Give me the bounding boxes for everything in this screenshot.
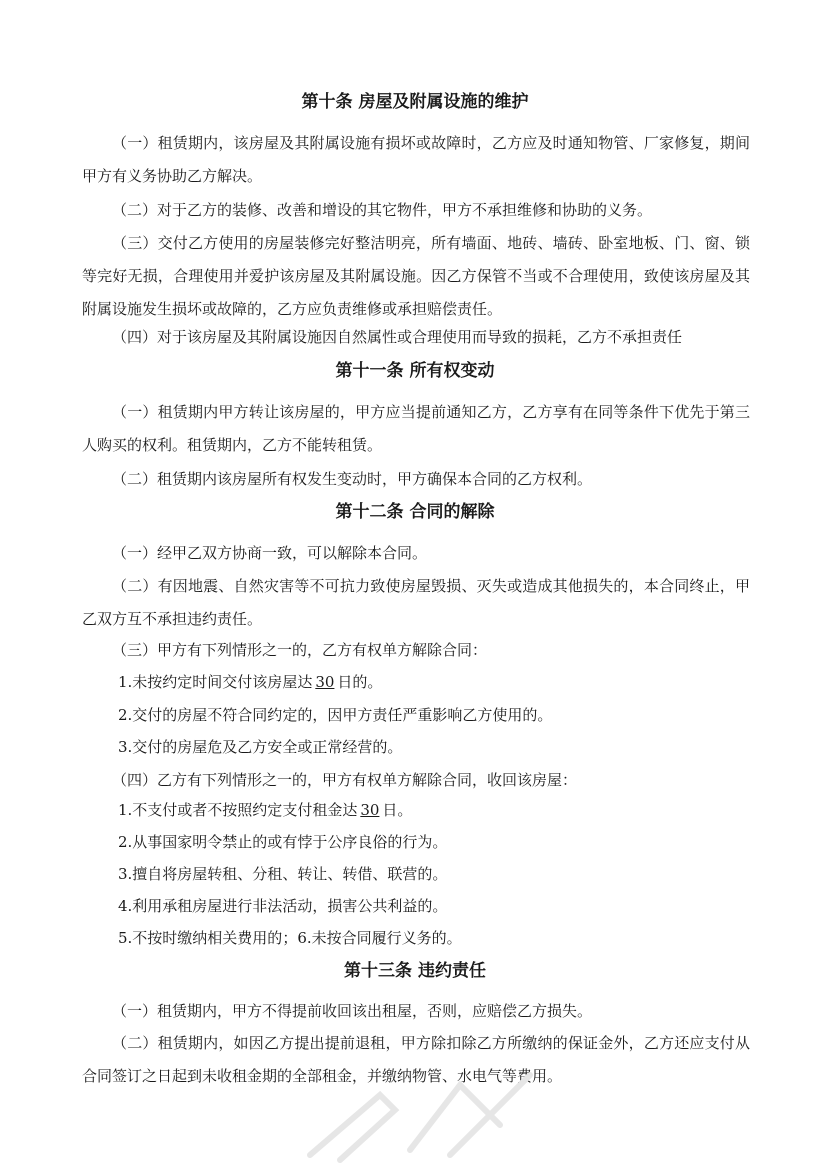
- section-12-clause-3: （三）甲方有下列情形之一的，乙方有权单方解除合同：: [112, 641, 488, 659]
- list-a-item-1-suffix: 日的。: [337, 673, 383, 691]
- list-b-item-1-text: 1.不支付或者不按照约定支付租金达: [118, 801, 358, 819]
- list-a-item-2: 2.交付的房屋不符合同约定的，因甲方责任严重影响乙方使用的。: [118, 706, 553, 724]
- section-12-title: 第十二条 合同的解除: [335, 502, 495, 522]
- section-10-clause-4: （四）对于该房屋及其附属设施因自然属性或合理使用而导致的损耗，乙方不承担责任: [112, 328, 683, 346]
- section-10-clause-1: （一）租赁期内，该房屋及其附属设施有损坏或故障时，乙方应及时通知物管、厂家修复，期间甲方有义务协助乙方解决。: [82, 134, 750, 185]
- section-11-title: 第十一条 所有权变动: [335, 361, 495, 381]
- section-12-clause-1: （一）经甲乙双方协商一致，可以解除本合同。: [112, 544, 428, 562]
- section-11-clause-2: （二）租赁期内该房屋所有权发生变动时，甲方确保本合同的乙方权利。: [112, 470, 593, 488]
- section-13-title: 第十三条 违约责任: [344, 961, 486, 981]
- section-13-clause-1: （一）租赁期内，甲方不得提前收回该出租屋，否则，应赔偿乙方损失。: [112, 1002, 593, 1020]
- list-b-item-1: [82, 794, 750, 827]
- section-12-clause-2: （二）有因地震、自然灾害等不可抗力致使房屋毁损、灭失或造成其他损失的，本合同终止，甲乙双方互不承担违约责任。: [82, 577, 750, 628]
- section-10-clause-2: （二）对于乙方的装修、改善和增设的其它物件，甲方不承担维修和协助的义务。: [112, 201, 653, 219]
- list-a-item-1-text: 1.未按约定时间交付该房屋达: [118, 673, 313, 691]
- section-11-clause-1: （一）租赁期内甲方转让该房屋的，甲方应当提前通知乙方，乙方享有在同等条件下优先于第三人购买的权利。租赁期内，乙方不能转租赁。: [82, 403, 750, 454]
- list-b-item-1-suffix: 日。: [382, 801, 413, 819]
- list-b-item-2: 2.从事国家明令禁止的或有悖于公序良俗的行为。: [118, 833, 448, 851]
- list-b-item-5: 5.不按时缴纳相关费用的；6.未按合同履行义务的。: [118, 929, 462, 947]
- section-10-clause-3: （三）交付乙方使用的房屋装修完好整洁明亮，所有墙面、地砖、墙砖、卧室地板、门、窗、锁等完好无损，合理使用并爱护该房屋及其附属设施。因乙方保管不当或不合理使用，致使该房屋及其附属设施发生损坏或故障的，乙方应负责维修或承担赔偿责任。: [82, 234, 750, 318]
- list-b-item-4: 4.利用承租房屋进行非法活动，损害公共利益的。: [118, 897, 448, 915]
- list-b-item-1-days: 30: [360, 801, 380, 819]
- list-a-item-1: [82, 666, 750, 699]
- list-a-item-1-days: 30: [315, 673, 335, 691]
- list-b-item-3: 3.擅自将房屋转租、分租、转让、转借、联营的。: [118, 865, 448, 883]
- list-a-item-3: 3.交付的房屋危及乙方安全或正常经营的。: [118, 738, 403, 756]
- section-10-title: 第十条 房屋及附属设施的维护: [301, 92, 529, 112]
- section-12-clause-4: （四）乙方有下列情形之一的，甲方有权单方解除合同，收回该房屋：: [112, 771, 578, 789]
- section-13-clause-2: （二）租赁期内，如因乙方提出提前退租，甲方除扣除乙方所缴纳的保证金外，乙方还应支付从合同签订之日起到未收租金期的全部租金，并缴纳物管、水电气等费用。: [82, 1034, 750, 1085]
